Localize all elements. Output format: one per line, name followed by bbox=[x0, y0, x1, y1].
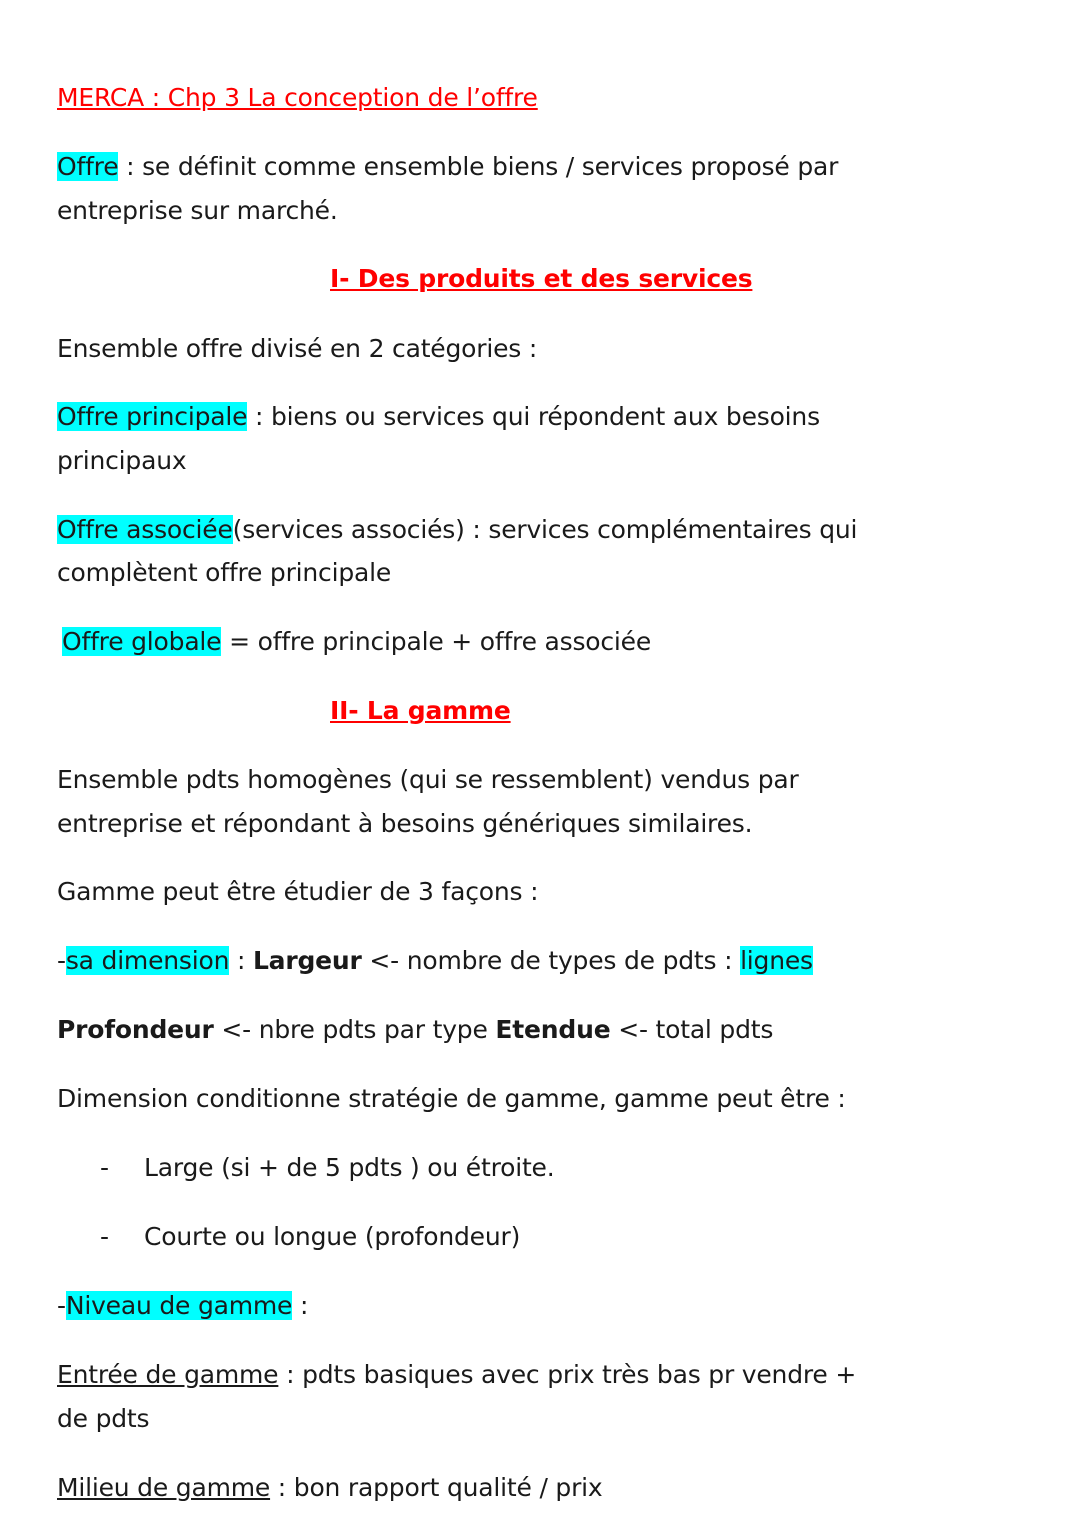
entree-line-1 bbox=[57, 1353, 856, 1397]
term-offre-principale: Offre principale bbox=[57, 402, 248, 431]
gamme-definition-text: Ensemble pdts homogènes (qui se ressemblent) vendus par bbox=[57, 765, 799, 794]
milieu-line bbox=[57, 1466, 603, 1510]
gamme-definition-line-1 bbox=[57, 758, 799, 802]
associee-line-1 bbox=[57, 508, 857, 552]
bullet-1-text: Large (si + de 5 pdts ) ou étroite. bbox=[144, 1153, 555, 1182]
entree-text: : pdts basiques avec prix très bas pr vendre + bbox=[278, 1360, 857, 1389]
offre-definition-text-cont: entreprise sur marché. bbox=[57, 196, 338, 225]
doc-title bbox=[57, 76, 538, 120]
term-largeur: Largeur bbox=[252, 946, 362, 975]
gamme-definition-text-cont: entreprise et répondant à besoins génériques similaires. bbox=[57, 809, 753, 838]
associee-text-cont: complètent offre principale bbox=[57, 558, 392, 587]
gamme-etude-text: Gamme peut être étudier de 3 façons : bbox=[57, 877, 539, 906]
term-sa-dimension: sa dimension bbox=[65, 946, 230, 975]
term-offre-globale: Offre globale bbox=[62, 627, 222, 656]
etendue-text: <- total pdts bbox=[610, 1015, 774, 1044]
niveau-separator: : bbox=[292, 1291, 309, 1320]
profondeur-line bbox=[57, 1008, 773, 1052]
term-entree-de-gamme: Entrée de gamme bbox=[57, 1360, 279, 1389]
entree-text-cont: de pdts bbox=[57, 1404, 150, 1433]
dimension-prefix: - bbox=[57, 946, 66, 975]
heading-2-text: II- La gamme bbox=[330, 696, 511, 725]
offre-definition-line-1 bbox=[57, 145, 838, 189]
entree-line-2 bbox=[57, 1397, 149, 1441]
section-heading-2 bbox=[330, 689, 511, 733]
principale-line-2 bbox=[57, 439, 186, 483]
principale-text-cont: principaux bbox=[57, 446, 187, 475]
dimension-separator: : bbox=[229, 946, 253, 975]
offre-definition-text: : se définit comme ensemble biens / services proposé par bbox=[118, 152, 839, 181]
associee-line-2 bbox=[57, 551, 391, 595]
term-lignes: lignes bbox=[740, 946, 813, 975]
offre-definition-line-2 bbox=[57, 189, 338, 233]
bullet-2-text: Courte ou longue (profondeur) bbox=[144, 1222, 521, 1251]
niveau-line bbox=[57, 1284, 308, 1328]
bullet-dash: - bbox=[100, 1153, 109, 1182]
gamme-etude-line bbox=[57, 870, 538, 914]
intro-line bbox=[57, 327, 537, 371]
list-item bbox=[100, 1215, 520, 1259]
principale-text: : biens ou services qui répondent aux besoins bbox=[247, 402, 820, 431]
strategie-text: Dimension conditionne stratégie de gamme, gamme peut être : bbox=[57, 1084, 846, 1113]
bullet-dash: - bbox=[100, 1222, 109, 1251]
principale-line-1 bbox=[57, 395, 820, 439]
globale-line bbox=[62, 620, 651, 664]
profondeur-text: <- nbre pdts par type bbox=[213, 1015, 496, 1044]
term-niveau-de-gamme: Niveau de gamme bbox=[65, 1291, 293, 1320]
section-heading-1 bbox=[330, 257, 752, 301]
title-text: MERCA : Chp 3 La conception de l’offre bbox=[57, 83, 538, 112]
term-profondeur: Profondeur bbox=[57, 1015, 214, 1044]
term-milieu-de-gamme: Milieu de gamme bbox=[57, 1473, 271, 1502]
strategie-line bbox=[57, 1077, 846, 1121]
associee-text: (services associés) : services complémentaires qui bbox=[232, 515, 858, 544]
largeur-text: <- nombre de types de pdts : bbox=[361, 946, 741, 975]
milieu-text: : bon rapport qualité / prix bbox=[270, 1473, 603, 1502]
intro-text: Ensemble offre divisé en 2 catégories : bbox=[57, 334, 538, 363]
term-offre-associee: Offre associée bbox=[57, 515, 233, 544]
term-offre: Offre bbox=[57, 152, 119, 181]
list-item bbox=[100, 1146, 554, 1190]
dimension-line bbox=[57, 939, 813, 983]
globale-text: = offre principale + offre associée bbox=[221, 627, 652, 656]
heading-1-text: I- Des produits et des services bbox=[330, 264, 753, 293]
gamme-definition-line-2 bbox=[57, 802, 752, 846]
niveau-prefix: - bbox=[57, 1291, 66, 1320]
term-etendue: Etendue bbox=[495, 1015, 611, 1044]
